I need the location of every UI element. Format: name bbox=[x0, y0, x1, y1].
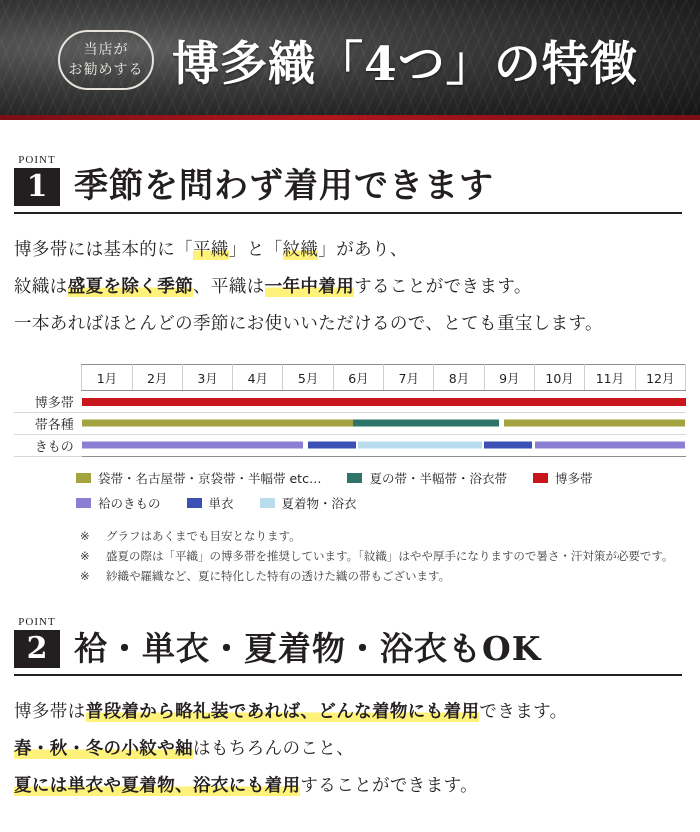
legend-swatch bbox=[533, 473, 548, 483]
header-banner bbox=[0, 0, 700, 120]
point-2-title: 袷・単衣・夏着物・浴衣もOK bbox=[74, 629, 542, 669]
legend-label: 袋帯・名古屋帯・京袋帯・半幅帯 etc… bbox=[98, 470, 322, 486]
text-run: 紋織は bbox=[14, 276, 68, 297]
chart-row bbox=[14, 391, 686, 413]
legend-label: 博多帯 bbox=[554, 470, 593, 486]
text-run: することができます。 bbox=[354, 276, 532, 297]
chart-note bbox=[80, 566, 686, 586]
text-run: 」と「 bbox=[228, 240, 283, 260]
season-chart bbox=[14, 364, 686, 586]
chart-month-header: 7月 bbox=[384, 365, 434, 391]
badge-line-2: お勧めする bbox=[68, 62, 144, 78]
legend-swatch bbox=[76, 473, 91, 483]
chart-month-header: 11月 bbox=[585, 365, 635, 391]
point-1-paragraph-2 bbox=[14, 269, 686, 306]
chart-body bbox=[14, 391, 686, 457]
legend-item bbox=[533, 469, 593, 487]
point-2-paragraph-3 bbox=[14, 768, 686, 805]
chart-month-header: 6月 bbox=[333, 365, 383, 391]
text-run: 、平織は bbox=[193, 276, 265, 297]
chart-bar-segment bbox=[535, 442, 686, 449]
point-1-word: POINT bbox=[18, 154, 56, 166]
point-1-number: 1 bbox=[14, 168, 60, 206]
badge-line-1: 当店が bbox=[83, 41, 129, 58]
chart-month-header: 9月 bbox=[484, 365, 534, 391]
text-run: 盛夏を除く季節 bbox=[67, 276, 194, 297]
legend-item bbox=[187, 494, 234, 512]
point-2-badge bbox=[14, 612, 60, 668]
text-run: 一本あればほとんどの季節にお使いいただけるので、とても重宝します。 bbox=[14, 313, 603, 334]
text-run: することができます。 bbox=[300, 775, 479, 796]
point-1-badge bbox=[14, 150, 60, 206]
legend-label: 夏着物・浴衣 bbox=[281, 495, 357, 511]
point-2-paragraph-1 bbox=[14, 694, 686, 731]
page-title: 博多織「4つ」の特徴 bbox=[172, 36, 638, 92]
chart-legend-row-1 bbox=[76, 469, 686, 487]
chart-note bbox=[80, 546, 686, 566]
chart-bar-segment bbox=[82, 420, 354, 427]
chart-month-header: 8月 bbox=[434, 365, 484, 391]
legend-item bbox=[260, 494, 357, 512]
legend-swatch bbox=[347, 473, 362, 483]
chart-month-header: 1月 bbox=[82, 365, 132, 391]
chart-bar-segment bbox=[358, 442, 481, 449]
chart-row-label: きもの bbox=[14, 434, 82, 456]
chart-note bbox=[80, 526, 686, 546]
text-run: はもちろんのこと、 bbox=[193, 738, 355, 759]
chart-bar-segment bbox=[504, 420, 685, 427]
text-run: 一年中着用 bbox=[264, 276, 355, 297]
chart-row-label: 博多帯 bbox=[14, 391, 82, 413]
note-text: グラフはあくまでも目安となります。 bbox=[106, 528, 301, 543]
chart-month-header: 10月 bbox=[534, 365, 584, 391]
chart-row-label: 帯各種 bbox=[14, 412, 82, 434]
note-mark: ※ bbox=[80, 548, 90, 563]
chart-row bbox=[14, 434, 686, 456]
chart-month-header: 2月 bbox=[132, 365, 182, 391]
legend-item bbox=[76, 469, 321, 487]
chart-row bbox=[14, 412, 686, 434]
chart-month-header: 5月 bbox=[283, 365, 333, 391]
legend-swatch bbox=[76, 498, 91, 508]
chart-bar-segment bbox=[484, 442, 532, 449]
legend-swatch bbox=[187, 498, 202, 508]
chart-row-track bbox=[82, 412, 686, 434]
chart-row-track bbox=[82, 434, 686, 456]
note-mark: ※ bbox=[80, 528, 90, 543]
text-run: 博多帯は bbox=[14, 702, 86, 723]
chart-corner-cell bbox=[14, 365, 82, 391]
note-text: 紗織や羅織など、夏に特化した特有の透けた織の帯もございます。 bbox=[106, 569, 451, 583]
legend-label: 夏の帯・半幅帯・浴衣帯 bbox=[369, 470, 507, 486]
legend-swatch bbox=[260, 498, 275, 508]
text-run: 普段着から略礼装であれば、どんな着物にも着用 bbox=[85, 702, 480, 723]
text-run: できます。 bbox=[479, 702, 568, 723]
point-1-paragraph-1 bbox=[14, 232, 686, 269]
chart-row-track bbox=[82, 391, 686, 413]
chart-notes bbox=[80, 526, 686, 586]
chart-legend bbox=[76, 469, 686, 512]
chart-bar-segment bbox=[82, 398, 686, 406]
legend-label: 袷のきもの bbox=[98, 495, 161, 511]
legend-item bbox=[347, 469, 507, 487]
point-1-title: 季節を問わず着用できます bbox=[74, 166, 494, 206]
note-mark: ※ bbox=[80, 569, 90, 583]
point-2-heading bbox=[14, 612, 682, 676]
recommend-badge bbox=[58, 30, 154, 90]
text-run: 夏には単衣や夏着物、浴衣にも着用 bbox=[14, 775, 301, 796]
chart-header-row bbox=[14, 365, 686, 391]
point-1-paragraph-3 bbox=[14, 306, 686, 343]
text-run: 春・秋・冬の小紋や紬 bbox=[14, 738, 193, 759]
point-1-heading bbox=[14, 150, 682, 214]
text-run: 平織 bbox=[193, 240, 229, 260]
chart-month-header: 4月 bbox=[233, 365, 283, 391]
point-2-number: 2 bbox=[14, 630, 60, 668]
legend-item bbox=[76, 494, 161, 512]
chart-bar-segment bbox=[353, 420, 499, 427]
chart-bar-segment bbox=[308, 442, 356, 449]
text-run: 」があり、 bbox=[318, 240, 408, 260]
text-run: 博多帯には基本的に「 bbox=[14, 240, 193, 260]
season-chart-table bbox=[14, 364, 686, 457]
chart-legend-row-2 bbox=[76, 494, 686, 512]
chart-month-header: 12月 bbox=[635, 365, 685, 391]
chart-month-header: 3月 bbox=[182, 365, 232, 391]
chart-bar-segment bbox=[82, 442, 303, 449]
point-2-paragraph-2 bbox=[14, 731, 686, 768]
text-run: 紋織 bbox=[282, 240, 319, 260]
legend-label: 単衣 bbox=[208, 495, 234, 511]
point-2-word: POINT bbox=[18, 616, 56, 629]
note-text: 盛夏の際は「平織」の博多帯を推奨しています。「紋織」はやや厚手になりますので暑さ・汗対策が必要です。 bbox=[106, 548, 674, 563]
